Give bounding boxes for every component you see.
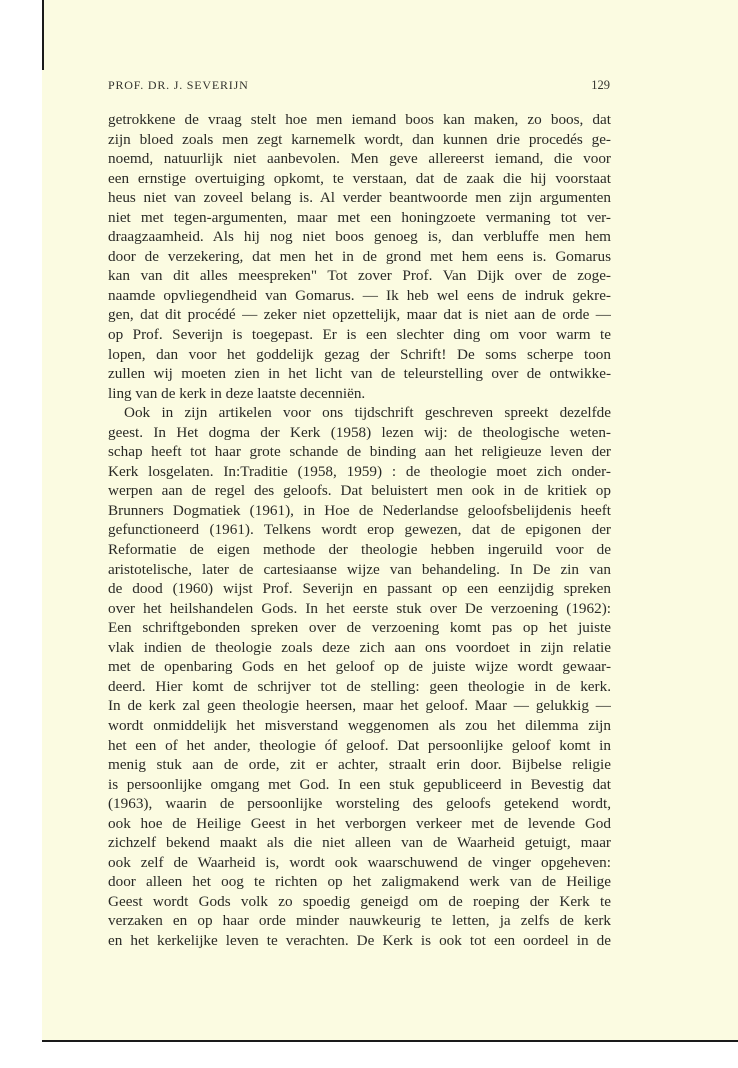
text-line: ook hoe de Heilige Geest in het verborgen verkeer met de levende God xyxy=(108,814,611,832)
text-line: Reformatie de eigen methode der theologie hebben ingeruild voor de xyxy=(108,541,611,559)
text-line: ook zelf de Waarheid is, wordt ook waarschuwend de vinger opgeheven: xyxy=(108,853,611,871)
text-line: wordt onmiddelijk het misverstand weggenomen als zou het dilemma zijn xyxy=(108,716,611,734)
text-line: Brunners Dogmatiek (1961), in Hoe de Nederlandse geloofsbelijdenis heeft xyxy=(108,501,611,519)
text-line: over het heilshandelen Gods. In het eerste stuk over De verzoening (1962): xyxy=(108,599,611,617)
text-line: Een schriftgebonden spreken over de verzoening komt pas op het juiste xyxy=(108,619,611,637)
text-line: draagzaamheid. Als hij nog niet boos genoeg is, dan verbluffe men hem xyxy=(108,228,611,246)
text-line: noemd, natuurlijk niet aanbevolen. Men geve allereerst iemand, die voor xyxy=(108,150,611,168)
paragraph-start-line: Ook in zijn artikelen voor ons tijdschrift geschreven spreekt dezelfde xyxy=(124,404,611,422)
text-line: met de openbaring Gods en het geloof op de juiste wijze wordt gewaar- xyxy=(108,658,611,676)
text-line: aristotelische, later de cartesiaanse wijze van behandeling. In De zin van xyxy=(108,560,611,578)
text-line: door alleen het oog te richten op het zaligmakend werk van de Heilige xyxy=(108,873,611,891)
text-line: In de kerk zal geen theologie heersen, maar het geloof. Maar — gelukkig — xyxy=(108,697,611,715)
text-line: zijn bloed zoals men zegt karnemelk wordt, dan kunnen drie procedés ge- xyxy=(108,130,611,148)
text-line: lopen, dan voor het goddelijk gezag der Schrift! De soms scherpe toon xyxy=(108,345,611,363)
text-line: vlak indien de theologie zoals deze zich aan ons voordoet in zijn relatie xyxy=(108,638,611,656)
text-line: is persoonlijke omgang met God. In een stuk gepubliceerd in Bevestig dat xyxy=(108,775,611,793)
text-line: het een of het ander, theologie óf geloof. Dat persoonlijke geloof komt in xyxy=(108,736,611,754)
text-line: kan van dit alles meespreken" Tot zover Prof. Van Dijk over de zoge- xyxy=(108,267,611,285)
text-line: door de verzekering, dat men het in de grond met hem eens is. Gomarus xyxy=(108,247,611,265)
text-line: zullen wij moeten zien in het licht van de teleurstelling over de ontwikke- xyxy=(108,365,611,383)
text-line: menig stuk aan de orde, zit er achter, straalt erin door. Bijbelse religie xyxy=(108,756,611,774)
text-line: verzaken en op haar orde minder nauwkeurig te letten, ja zelfs de kerk xyxy=(108,912,611,930)
text-line: heus niet van zoveel belang is. Al verder beantwoorde men zijn argumenten xyxy=(108,189,611,207)
text-line: Geest wordt Gods volk zo spoedig geneigd om de roeping der Kerk te xyxy=(108,892,611,910)
text-line: getrokkene de vraag stelt hoe men iemand boos kan maken, zo boos, dat xyxy=(108,111,611,128)
text-line: Kerk losgelaten. In:Traditie (1958, 1959) : de theologie moet zich onder- xyxy=(108,462,611,480)
text-line: niet met tegen-argumenten, maar met een honingzoete vermaning tot ver- xyxy=(108,208,611,226)
text-line: (1963), waarin de persoonlijke worsteling des geloofs getekend wordt, xyxy=(108,795,611,813)
paragraph-end-line: ling van de kerk in deze laatste decenniën. xyxy=(108,384,366,402)
text-line: werpen aan de regel des geloofs. Dat beluistert men ook in de kritiek op xyxy=(108,482,611,500)
text-line: geest. In Het dogma der Kerk (1958) lezen wij: de theologische weten- xyxy=(108,423,611,441)
text-line: op Prof. Severijn is toegepast. Er is een slechter ding om voor warm te xyxy=(108,326,611,344)
text-line: schap heeft tot haar grote schande de binding aan het religieuze leven der xyxy=(108,443,611,461)
text-line: de dood (1960) wijst Prof. Severijn en passant op een eenzijdig spreken xyxy=(108,580,611,598)
text-line: gen, dat dit procédé — zeker niet opzettelijk, maar dat is niet aan de orde — xyxy=(108,306,611,324)
running-head: PROF. DR. J. SEVERIJN xyxy=(108,78,249,92)
text-line: gefunctioneerd (1961). Telkens wordt erop gewezen, dat de epigonen der xyxy=(108,521,611,539)
body-text xyxy=(108,110,611,951)
text-line: en het kerkelijke leven te verachten. De Kerk is ook tot een oordeel in de xyxy=(108,931,611,949)
text-line: deerd. Hier komt de schrijver tot de stelling: geen theologie in de kerk. xyxy=(108,677,611,695)
text-line: naamde opvliegendheid van Gomarus. — Ik heb wel eens de indruk gekre- xyxy=(108,286,611,304)
scan-edge-left xyxy=(42,0,44,70)
page-number: 129 xyxy=(591,78,610,92)
scan-edge-bottom xyxy=(42,1040,738,1042)
text-line: een ernstige overtuiging opkomt, te verstaan, dat de zaak die hij voorstaat xyxy=(108,169,611,187)
text-line: zichzelf bekend maakt als die niet alleen van de Waarheid getuigt, maar xyxy=(108,834,611,852)
